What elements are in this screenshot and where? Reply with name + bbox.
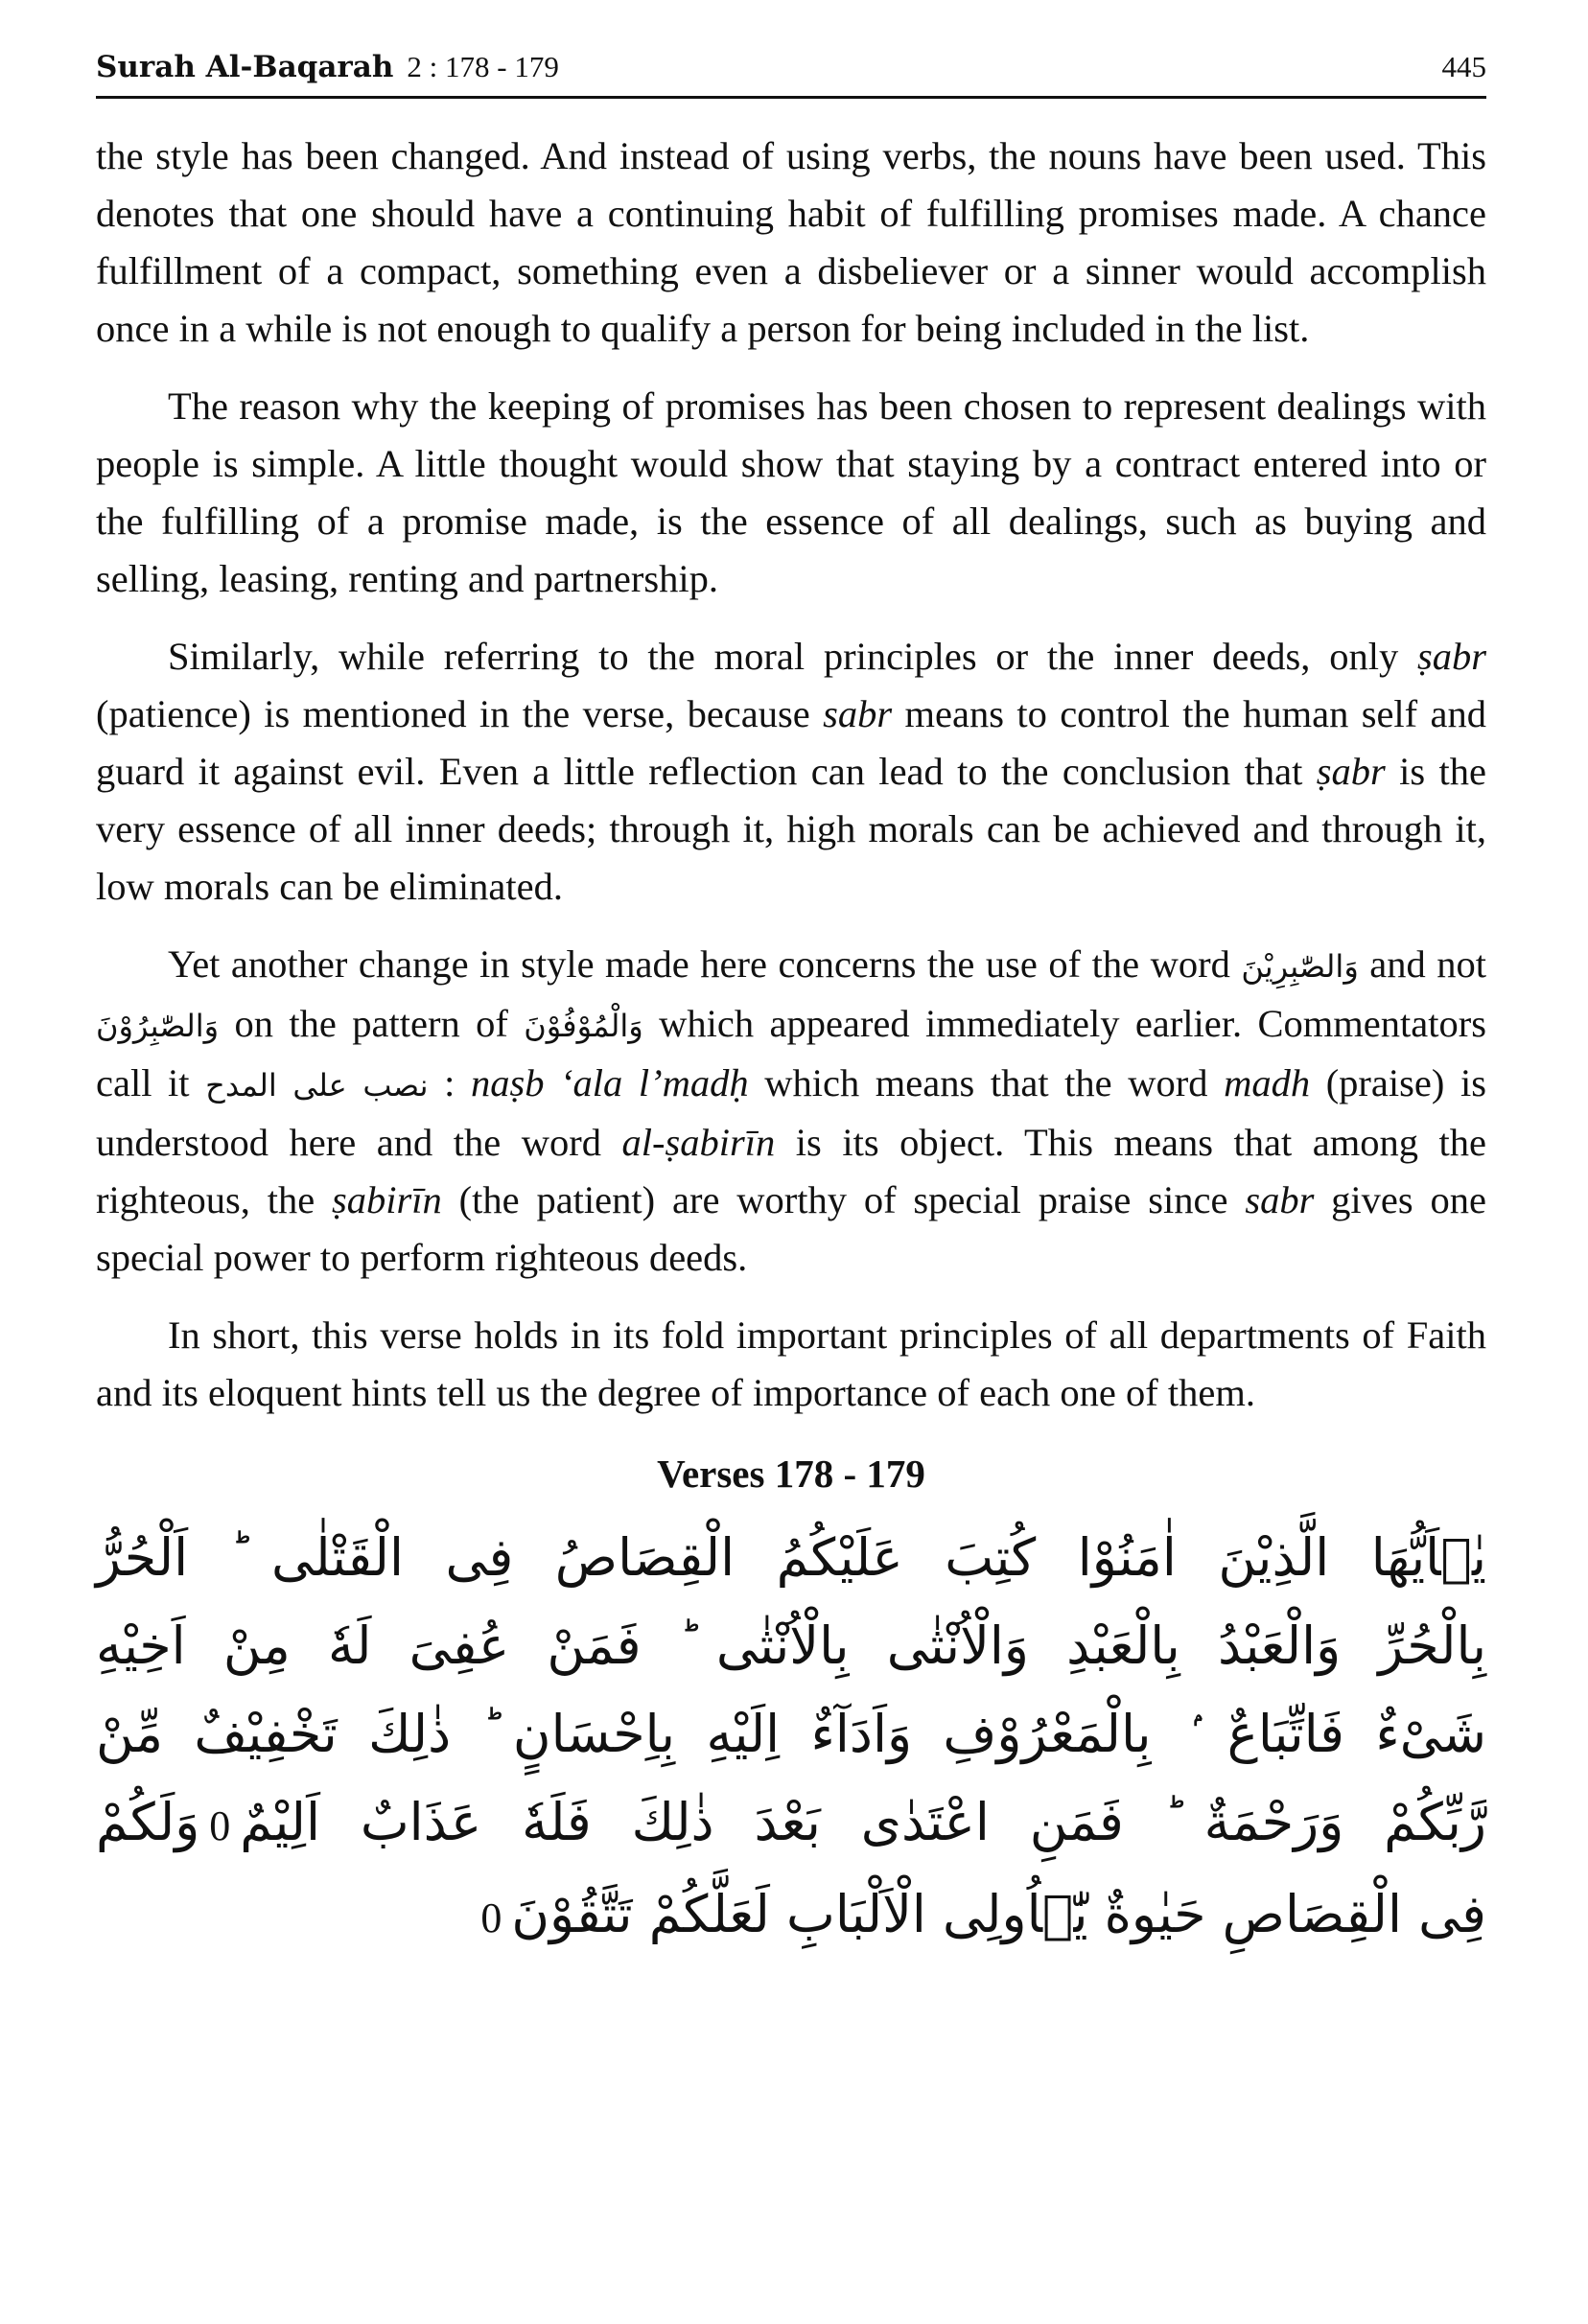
arabic-phrase-nasb-ala-lmadh: نصب على المدح [205,1067,429,1104]
term-al-sabirin: al-ṣabirīn [621,1121,776,1164]
verses-heading: Verses 178 - 179 [657,1452,925,1496]
paragraph-4 [96,936,1486,1287]
paragraph-5: In short, this verse holds in its fold important principles of all departments of Faith and its eloquent hints tell us the degree of importance of each one of them. [96,1313,1486,1414]
verse-reference: 2 : 178 - 179 [407,50,559,83]
verse-line-4-text: رَّبِّكُمْ وَرَحْمَةٌ ؕ فَمَنِ اعْتَدٰى بَعْدَ ذٰلِكَ فَلَهٗ عَذَابٌ اَلِيْمٌ [240,1792,1486,1852]
term-sabr: ṣabr [1316,750,1386,793]
verse-line-4 [96,1778,1486,1871]
term-nasb-ala-lmadh: naṣb ‘ala l’madḥ [470,1061,749,1104]
commentary-text [96,128,1486,1422]
page-number: 445 [1441,50,1486,83]
verse-line-5 [96,1871,1486,1963]
term-madh: madh [1224,1061,1311,1104]
paragraph-3 [96,628,1486,916]
paragraph-4-text: gives one special power to perform righteous deeds. [96,1178,1486,1279]
paragraph-3-text: (patience) is mentioned in the verse, because [96,692,824,735]
verse-end-marker: 0 [209,1802,231,1849]
arabic-word-as-sabirun: وَالصّٰبِرُوْنَ [96,1008,220,1044]
verse-line-1: يٰۤاَيُّهَا الَّذِيْنَ اٰمَنُوْا كُتِبَ عَلَيْكُمُ الْقِصَاصُ فِى الْقَتْلٰى ؕ اَلْحُرُّ [96,1527,1486,1588]
paragraph-4-text: : [428,1061,471,1104]
paragraph-4-text: is its object. This means that among the righteous, the [96,1121,1487,1221]
verse-line-5-text: فِى الْقِصَاصِ حَيٰوةٌ يّٰۤاُولِى الْاَلْبَابِ لَعَلَّكُمْ تَتَّقُوْنَ [511,1884,1486,1944]
running-header [96,50,1486,99]
paragraph-2: The reason why the keeping of promises has been chosen to represent dealings with people is simple. A little thought would show that staying by a contract entered into or the fulfilling of a promise made, is the essence of all dealings, such as buying and selling, leasing, renting and partnership. [96,384,1486,600]
paragraph-4-text: which appeared immediately earlier. Commentators call it [96,1002,1486,1104]
paragraph-3-text: means to control the human self and guard it against evil. Even a little reflection can lead to the conclusion that [96,692,1487,793]
paragraph-3-text: is the very essence of all inner deeds; through it, high morals can be achieved and through it, low morals can be eliminated. [96,750,1486,908]
verse-end-marker: 0 [480,1894,502,1941]
arabic-word-al-mufun: وَالْمُوْفُوْنَ [524,1008,643,1044]
paragraph-4-text: (praise) is understood here and the word [96,1061,1486,1164]
book-page [96,50,1486,1963]
paragraph-4-text: which means that the word [748,1061,1225,1104]
paragraph-4-text: on the pattern of [219,1002,525,1045]
arabic-word-as-sabirin: وَالصّٰبِرِيْنَ [1241,948,1359,985]
term-sabr: sabr [1245,1178,1315,1221]
paragraph-4-text: (the patient) are worthy of special praise since [441,1178,1246,1221]
header-title [96,50,559,84]
term-sabr: ṣabr [1416,635,1486,678]
verse-line-2: بِالْحُرِّ وَالْعَبْدُ بِالْعَبْدِ وَالْاُنْثٰى بِالْاُنْثٰى ؕ فَمَنْ عُفِىَ لَهٗ مِنْ اَخِيْهِ [96,1615,1486,1676]
paragraph-3-text: Similarly, while referring to the moral principles or the inner deeds, only [168,635,1417,678]
paragraph-1: the style has been changed. And instead of using verbs, the nouns have been used. This denotes that one should have a continuing habit of fulfilling promises made. A chance fulfillment of a compact, something even a disbeliever or a sinner would accomplish once in a while is not enough to qualify a person for being included in the list. [96,134,1486,350]
verse-line-4-tail: وَلَكُمْ [96,1792,200,1852]
term-sabr: sabr [823,692,893,735]
term-sabirin: ṣabirīn [332,1178,442,1221]
quran-verses [96,1514,1486,1963]
surah-name: Surah Al-Baqarah [96,50,394,84]
verse-line-3: شَىْءٌ فَاتِّبَاعٌ ۢ بِالْمَعْرُوْفِ وَاَدَآءٌ اِلَيْهِ بِاِحْسَانٍ ؕ ذٰلِكَ تَخْفِيْفٌ مِّنْ [96,1704,1486,1764]
paragraph-4-text: Yet another change in style made here concerns the use of the word [168,942,1242,986]
paragraph-4-text: and not [1358,942,1487,986]
